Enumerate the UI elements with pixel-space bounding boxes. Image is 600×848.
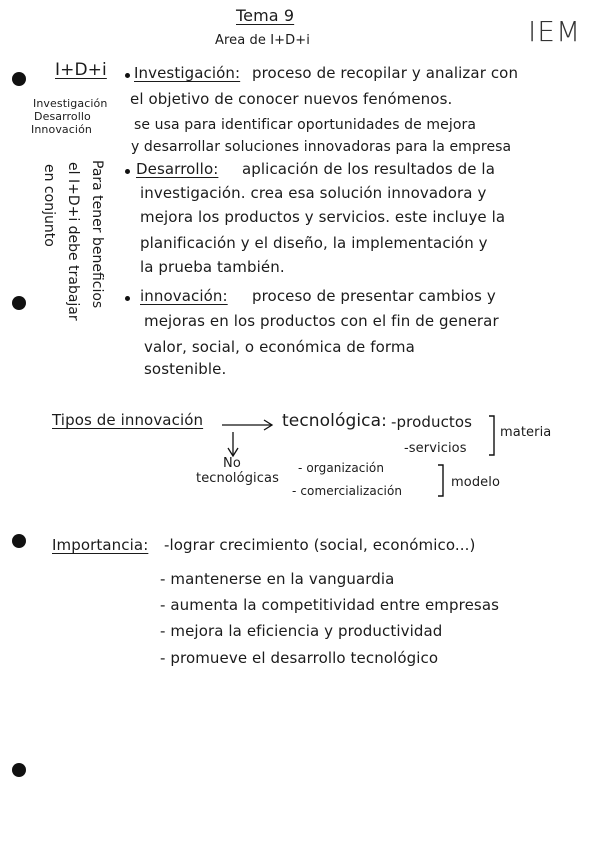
page-subtitle: Area de I+D+i bbox=[215, 33, 310, 48]
bullet-dot bbox=[12, 296, 26, 310]
innovacion-line: proceso de presentar cambios y bbox=[252, 287, 496, 305]
investigacion-line: proceso de recopilar y analizar con bbox=[252, 64, 519, 82]
tipo-item: - comercialización bbox=[292, 484, 403, 498]
tipos-heading: Tipos de innovación bbox=[52, 411, 204, 429]
vertical-note: el I+D+i debe trabajar bbox=[65, 162, 81, 321]
importancia-item: - mantenerse en la vanguardia bbox=[160, 570, 395, 588]
tipo-group-label: materia bbox=[500, 425, 552, 440]
investigacion-line: se usa para identificar oportunidades de mejora bbox=[134, 117, 477, 133]
tipo-item: -servicios bbox=[404, 441, 467, 456]
side-label: Desarrollo bbox=[34, 110, 91, 123]
bullet-dot bbox=[125, 296, 130, 301]
desarrollo-line: investigación. crea esa solución innovadora y bbox=[140, 184, 487, 202]
tipo-group-label: modelo bbox=[451, 475, 501, 490]
tipo-no: No bbox=[223, 456, 241, 471]
importancia-heading: Importancia: bbox=[52, 536, 149, 554]
innovacion-line: valor, social, o económica de forma bbox=[144, 338, 415, 356]
section-heading-idi: I+D+i bbox=[55, 60, 107, 80]
logo: IEM bbox=[528, 15, 582, 48]
importancia-item: - aumenta la competitividad entre empresas bbox=[160, 596, 500, 614]
bullet-dot bbox=[12, 72, 26, 86]
innovacion-label: innovación: bbox=[140, 287, 228, 305]
investigacion-line: y desarrollar soluciones innovadoras para la empresa bbox=[131, 139, 512, 155]
tipo-item: - organización bbox=[298, 461, 385, 475]
bullet-dot bbox=[12, 534, 26, 548]
bullet-dot bbox=[12, 763, 26, 777]
vertical-note: en conjunto bbox=[41, 164, 57, 247]
tipo-tecnologica: tecnológica: bbox=[282, 411, 387, 431]
importancia-item: - promueve el desarrollo tecnológico bbox=[160, 649, 439, 667]
importancia-item: -lograr crecimiento (social, económico...) bbox=[164, 536, 476, 554]
innovacion-line: mejoras en los productos con el fin de generar bbox=[144, 312, 499, 330]
desarrollo-label: Desarrollo: bbox=[136, 160, 219, 178]
investigacion-label: Investigación: bbox=[134, 64, 241, 82]
bullet-dot bbox=[125, 169, 130, 174]
investigacion-line: el objetivo de conocer nuevos fenómenos. bbox=[130, 90, 453, 108]
tipo-item: -productos bbox=[391, 413, 473, 431]
desarrollo-line: aplicación de los resultados de la bbox=[242, 160, 495, 178]
innovacion-line: sostenible. bbox=[144, 360, 227, 378]
desarrollo-line: la prueba también. bbox=[140, 258, 285, 276]
desarrollo-line: mejora los productos y servicios. este incluye la bbox=[140, 208, 506, 226]
bullet-dot bbox=[125, 73, 130, 78]
side-label: Investigación bbox=[33, 97, 108, 110]
importancia-item: - mejora la eficiencia y productividad bbox=[160, 622, 443, 640]
vertical-note: Para tener beneficios bbox=[89, 160, 105, 309]
side-label: Innovación bbox=[31, 123, 92, 136]
page-title: Tema 9 bbox=[236, 6, 295, 25]
desarrollo-line: planificación y el diseño, la implementación y bbox=[140, 234, 488, 252]
tipo-no-tecnologicas: tecnológicas bbox=[196, 471, 279, 486]
